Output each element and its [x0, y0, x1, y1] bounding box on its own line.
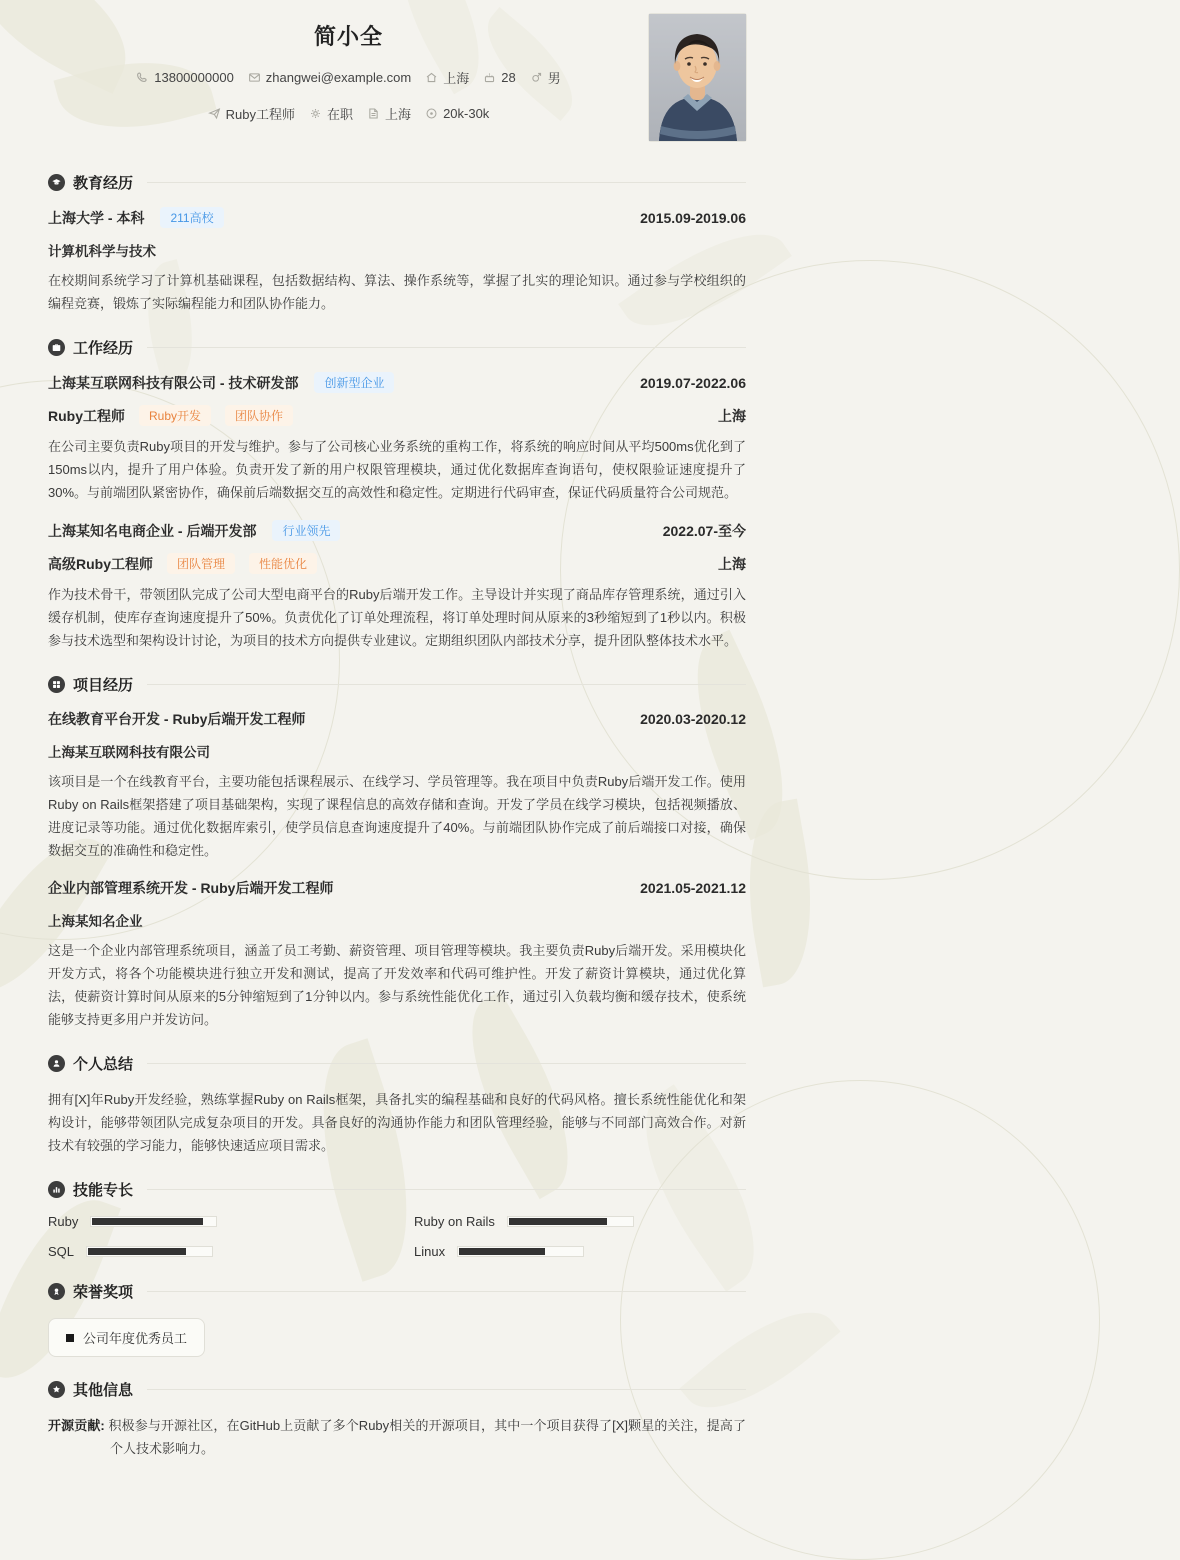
section-title-honors: 荣誉奖项 [73, 1284, 134, 1301]
city-item [367, 104, 411, 123]
section-title-other: 其他信息 [73, 1382, 134, 1399]
home-item [425, 68, 469, 87]
work-entry [48, 372, 746, 504]
phone-icon [136, 71, 149, 84]
other-info-text: 积极参与开源社区，在GitHub上贡献了多个Ruby相关的开源项目，其中一个项目获得了[X]颗星的关注，提高了个人技术影响力。 [108, 1418, 746, 1456]
home-value: 上海 [443, 71, 470, 86]
work-role: Ruby工程师 [48, 407, 125, 424]
age-item [483, 70, 515, 85]
job-title-item [208, 104, 295, 123]
section-honors [48, 1281, 746, 1357]
summary-description: 拥有[X]年Ruby开发经验，熟练掌握Ruby on Rails框架，具备扎实的编程基础和良好的代码风格。擅长系统性能优化和架构设计，能够带领团队完成复杂项目的开发。具备良好的沟通协作能力和团队管理经验，能够与不同部门高效合作。对新技术有较强的学习能力，能够快速适应项目需求。 [48, 1092, 746, 1153]
section-title-education: 教育经历 [73, 175, 134, 192]
project-company: 上海某知名企业 [48, 914, 143, 929]
project-description: 该项目是一个在线教育平台，主要功能包括课程展示、在线学习、学员管理等。我在项目中负责Ruby后端开发工作。使用Ruby on Rails框架搭建了项目基础架构，实现了课程信息的高效存储和查询。开发了学员在线学习模块，包括视频播放、进度记录等功能。通过优化数据库索引，使学员信息查询速度提升了40%。与前端团队协作完成了前后端接口对接，确保数据交互的准确性和稳定性。 [48, 774, 746, 858]
header-info [48, 14, 649, 150]
role-tag: 性能优化 [249, 553, 317, 574]
document-icon [367, 107, 380, 120]
section-divider [147, 1389, 746, 1390]
section-divider [147, 347, 746, 348]
section-title-work: 工作经历 [73, 340, 134, 357]
phone-item [136, 70, 234, 85]
gender-value: 男 [547, 71, 561, 86]
skills-grid [48, 1214, 746, 1259]
email-item [248, 70, 411, 85]
company-tag: 行业领先 [272, 520, 340, 541]
briefcase-icon [48, 339, 65, 356]
job-title-value: Ruby工程师 [225, 107, 296, 122]
role-tag: Ruby开发 [139, 405, 211, 426]
profile-photo [649, 14, 746, 141]
work-entry [48, 520, 746, 652]
skill-bar-track [86, 1246, 213, 1257]
other-info-item [48, 1414, 746, 1460]
education-header [48, 172, 746, 193]
project-company: 上海某互联网科技有限公司 [48, 745, 210, 760]
work-location: 上海 [718, 555, 746, 572]
salary-item [425, 106, 489, 121]
section-education [48, 172, 746, 315]
skills-header [48, 1179, 746, 1200]
projects-header [48, 674, 746, 695]
work-date: 2022.07-至今 [662, 522, 746, 539]
gear-icon [309, 107, 322, 120]
education-description: 在校期间系统学习了计算机基础课程，包括数据结构、算法、操作系统等，掌握了扎实的理论知识。通过参与学校组织的编程竞赛，锻炼了实际编程能力和团队协作能力。 [48, 273, 746, 311]
school-tag: 211高校 [160, 207, 223, 228]
job-status-item [309, 104, 353, 123]
contact-row-2 [208, 104, 490, 123]
section-title-skills: 技能专长 [73, 1182, 134, 1199]
skill-item [414, 1244, 746, 1259]
gender-icon [530, 71, 543, 84]
city-value: 上海 [385, 107, 412, 122]
person-icon [48, 1055, 65, 1072]
paper-plane-icon [208, 107, 221, 120]
education-entry [48, 207, 746, 228]
company-name: 上海某知名电商企业 - 后端开发部 [48, 522, 257, 539]
skill-bar-fill [92, 1218, 203, 1225]
section-title-summary: 个人总结 [73, 1056, 134, 1073]
project-entry [48, 709, 746, 862]
email-value: zhangwei@example.com [265, 70, 412, 85]
age-value: 28 [501, 70, 516, 85]
work-description: 在公司主要负责Ruby项目的开发与维护。参与了公司核心业务系统的重构工作，将系统的响应时间从平均500ms优化到了150ms以内，提升了用户体验。负责开发了新的用户权限管理模块，通过优化数据库查询语句，使权限验证速度提升了30%。与前端团队紧密协作，确保前后端数据交互的高效性和稳定性。定期进行代码审查，保证代码质量符合公司规范。 [48, 439, 746, 500]
salary-value: 20k-30k [443, 106, 490, 121]
award-label: 公司年度优秀员工 [83, 1331, 188, 1346]
project-name: 企业内部管理系统开发 - Ruby后端开发工程师 [48, 880, 334, 896]
project-description: 这是一个企业内部管理系统项目，涵盖了员工考勤、薪资管理、项目管理等模块。我主要负责Ruby后端开发。采用模块化开发方式，将各个功能模块进行独立开发和测试，提高了开发效率和代码可维护性。开发了薪资计算模块，通过优化算法，使薪资计算时间从原来的5分钟缩短到了1分钟以内。参与系统性能优化工作，通过引入负载均衡和缓存技术，使系统能够支持更多用户并发访问。 [48, 943, 746, 1027]
section-title-projects: 项目经历 [73, 677, 134, 694]
other-info-label: 开源贡献: [48, 1418, 105, 1433]
company-name: 上海某互联网科技有限公司 - 技术研发部 [48, 374, 299, 391]
work-date: 2019.07-2022.06 [640, 374, 746, 391]
section-other [48, 1379, 746, 1460]
work-location: 上海 [718, 407, 746, 424]
honors-header [48, 1281, 746, 1302]
work-role: 高级Ruby工程师 [48, 555, 153, 572]
skill-item [414, 1214, 746, 1229]
target-icon [425, 107, 438, 120]
company-tag: 创新型企业 [314, 372, 394, 393]
person-name: 简小全 [313, 24, 383, 49]
section-divider [147, 1189, 746, 1190]
other-header [48, 1379, 746, 1400]
project-entry [48, 878, 746, 1031]
home-icon [425, 71, 438, 84]
education-major: 计算机科学与技术 [48, 244, 156, 259]
medal-icon [48, 1283, 65, 1300]
skill-label: Ruby on Rails [414, 1214, 495, 1229]
award-bullet-icon [66, 1334, 74, 1342]
job-status-value: 在职 [327, 107, 354, 122]
phone-value: 13800000000 [154, 70, 234, 85]
skill-bar-fill [88, 1248, 186, 1255]
work-header [48, 337, 746, 358]
grid-icon [48, 676, 65, 693]
skill-item [48, 1214, 380, 1229]
contact-row-1 [136, 68, 560, 87]
section-divider [147, 1291, 746, 1292]
star-icon [48, 1381, 65, 1398]
school-name: 上海大学 - 本科 [48, 209, 145, 226]
work-description: 作为技术骨干，带领团队完成了公司大型电商平台的Ruby后端开发工作。主导设计并实现了商品库存管理系统，通过引入缓存机制，使库存查询速度提升了50%。负责优化了订单处理流程，将订单处理时间从原来的3秒缩短到了1秒以内。积极参与技术选型和架构设计讨论，为项目的技术方向提供专业建议。定期组织团队内部技术分享，提升团队整体技术水平。 [48, 587, 746, 648]
role-tag: 团队协作 [225, 405, 293, 426]
section-summary [48, 1053, 746, 1157]
email-icon [248, 71, 261, 84]
project-date: 2021.05-2021.12 [640, 880, 746, 896]
skill-label: Ruby [48, 1214, 79, 1229]
bar-chart-icon [48, 1181, 65, 1198]
section-work [48, 337, 746, 652]
gender-item [530, 68, 561, 87]
skill-label: Linux [414, 1244, 446, 1259]
award-item [48, 1318, 205, 1357]
skill-bar-track [507, 1216, 634, 1227]
skill-bar-fill [509, 1218, 607, 1225]
section-projects [48, 674, 746, 1031]
project-date: 2020.03-2020.12 [640, 711, 746, 727]
project-name: 在线教育平台开发 - Ruby后端开发工程师 [48, 711, 306, 727]
skill-bar-track [90, 1216, 217, 1227]
section-divider [147, 684, 746, 685]
section-skills [48, 1179, 746, 1259]
summary-header [48, 1053, 746, 1074]
resume-header [48, 0, 746, 150]
skill-item [48, 1244, 380, 1259]
role-tag: 团队管理 [167, 553, 235, 574]
skill-bar-track [457, 1246, 584, 1257]
graduation-cap-icon [48, 174, 65, 191]
skill-label: SQL [48, 1244, 75, 1259]
section-divider [147, 182, 746, 183]
section-divider [147, 1063, 746, 1064]
education-date: 2015.09-2019.06 [640, 209, 746, 226]
skill-bar-fill [459, 1248, 545, 1255]
age-icon [483, 71, 496, 84]
